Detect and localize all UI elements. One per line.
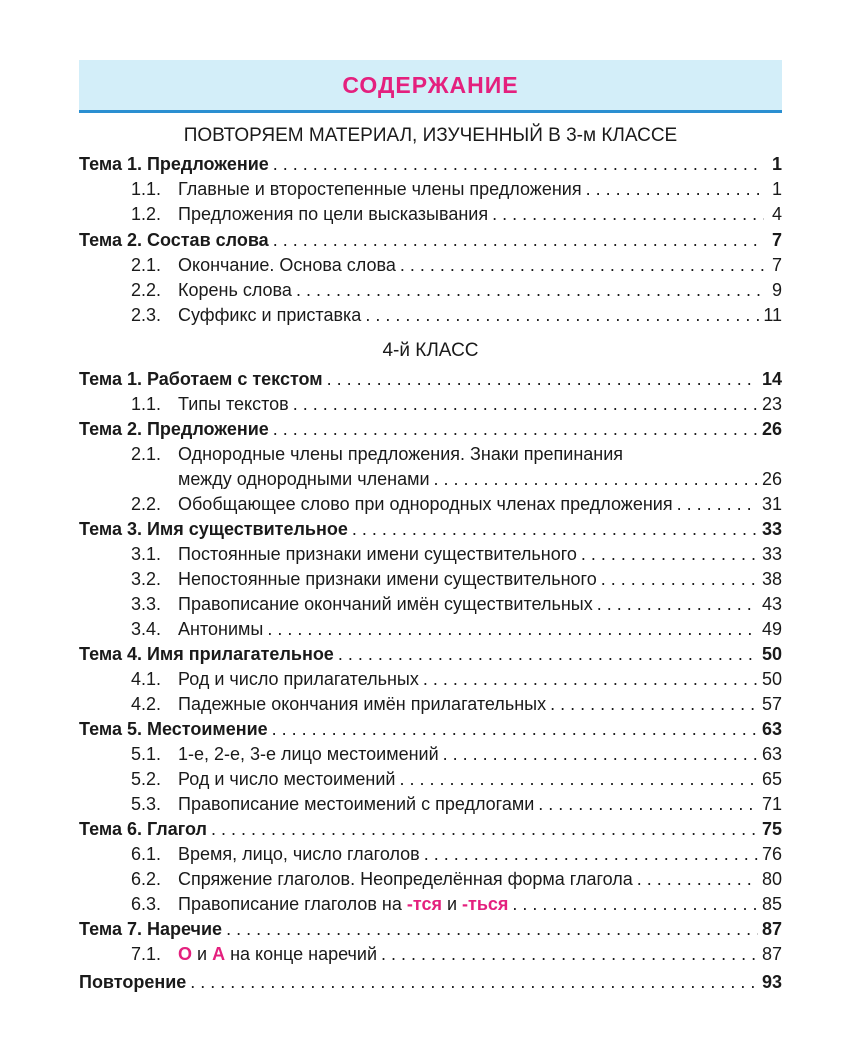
page-number: 85 [761,894,782,914]
toc-topic[interactable]: Тема 1. Предложение . . . 1 [79,152,782,177]
toc-subentry[interactable]: 3.2. Непостоянные признаки имени существительного . . . 38 [79,567,782,592]
page-number: 33 [761,519,782,539]
entry-number: 2.1. [131,255,162,275]
entry-number: 2.2. [131,280,162,300]
toc-topic[interactable]: Тема 3. Имя существительное . . . 33 [79,517,782,542]
toc-subentry[interactable]: 5.3. Правописание местоимений с предлогами . . . 71 [79,792,782,817]
page-number: 11 [763,305,782,325]
entry-number: 3.4. [131,619,162,639]
page-number: 75 [761,819,782,839]
contents-banner [79,60,782,113]
entry-number: 7.1. [131,944,162,964]
toc-topic[interactable]: Тема 1. Работаем с текстом . . . 14 [79,367,782,392]
toc-subentry[interactable]: 6.3. Правописание глаголов на -тся и -ться . . . 85 [79,892,782,917]
entry-number: 5.1. [131,744,162,764]
toc-subentry[interactable]: между однородными членами . . . 26 [79,467,782,492]
entry-number: 1.1. [131,179,162,199]
toc-subentry[interactable]: 1.1. Главные и второстепенные члены предложения . . . 1 [79,177,782,202]
page-number: 50 [761,644,782,664]
toc-subentry-first-line[interactable]: 2.1. Однородные члены предложения. Знаки препинания [131,442,782,467]
entry-number: 3.2. [131,569,162,589]
entry-number: 5.3. [131,794,162,814]
toc-subentry[interactable]: 2.2. Обобщающее слово при однородных членах предложения . . . 31 [79,492,782,517]
page-number: 65 [761,769,782,789]
toc-subentry[interactable]: 1.1. Типы текстов . . . 23 [79,392,782,417]
page-number: 93 [761,972,782,992]
toc-subentry[interactable]: 6.2. Спряжение глаголов. Неопределённая форма глагола . . . 80 [79,867,782,892]
page-number: 14 [761,369,782,389]
page-number: 63 [761,719,782,739]
section-heading-grade4: 4-й КЛАСС [382,340,479,361]
toc-subentry[interactable]: 3.3. Правописание окончаний имён существительных . . . 43 [79,592,782,617]
entry-number: 5.2. [131,769,162,789]
page-number: 7 [771,255,782,275]
page-number: 7 [771,230,782,250]
page-number: 31 [761,494,782,514]
entry-number: 4.2. [131,694,162,714]
toc-topic[interactable]: Тема 5. Местоимение . . . 63 [79,717,782,742]
section-heading-grade3: ПОВТОРЯЕМ МАТЕРИАЛ, ИЗУЧЕННЫЙ В 3-м КЛАССЕ [183,125,678,146]
page-number: 80 [761,869,782,889]
entry-number: 6.3. [131,894,162,914]
toc-subentry[interactable]: 2.3. Суффикс и приставка . . . 11 [79,303,782,328]
page-number: 26 [761,419,782,439]
toc-subentry[interactable]: 1.2. Предложения по цели высказывания . . . 4 [79,202,782,227]
toc-subentry[interactable]: 4.1. Род и число прилагательных . . . 50 [79,667,782,692]
page-number: 87 [761,944,782,964]
entry-number: 3.1. [131,544,162,564]
toc-subentry[interactable]: 2.1. Окончание. Основа слова . . . 7 [79,253,782,278]
page-number: 57 [761,694,782,714]
toc-topic[interactable]: Тема 2. Состав слова . . . 7 [79,228,782,253]
page-number: 4 [771,204,782,224]
entry-number: 6.1. [131,844,162,864]
entry-number: 4.1. [131,669,162,689]
entry-number: 1.2. [131,204,162,224]
page-number: 49 [761,619,782,639]
toc-subentry[interactable]: 5.2. Род и число местоимений . . . 65 [79,767,782,792]
page-number: 33 [761,544,782,564]
toc-subentry[interactable]: 3.1. Постоянные признаки имени существительного . . . 33 [79,542,782,567]
page-number: 76 [761,844,782,864]
toc-subentry[interactable]: 2.2. Корень слова . . . 9 [79,278,782,303]
toc-topic[interactable]: Тема 4. Имя прилагательное . . . 50 [79,642,782,667]
toc-topic[interactable]: Тема 6. Глагол . . . 75 [79,817,782,842]
toc-subentry[interactable]: 5.1. 1-е, 2-е, 3-е лицо местоимений . . . 63 [79,742,782,767]
page-number: 26 [761,469,782,489]
entry-number: 2.3. [131,305,162,325]
page-number: 23 [761,394,782,414]
page-number: 38 [761,569,782,589]
page-number: 1 [771,179,782,199]
entry-number: 2.2. [131,494,162,514]
page-number: 1 [771,154,782,174]
page-number: 71 [761,794,782,814]
page-title: СОДЕРЖАНИЕ [342,71,519,98]
entry-number: 1.1. [131,394,162,414]
page-number: 87 [761,919,782,939]
page-number: 9 [771,280,782,300]
page-number: 43 [761,594,782,614]
toc-subentry[interactable]: 6.1. Время, лицо, число глаголов . . . 76 [79,842,782,867]
entry-number: 3.3. [131,594,162,614]
toc-topic[interactable]: Повторение . . . 93 [79,970,782,995]
entry-number: 2.1. [131,444,162,464]
entry-number: 6.2. [131,869,162,889]
toc-subentry[interactable]: 7.1. О и А на конце наречий . . . 87 [79,942,782,967]
toc-subentry[interactable]: 4.2. Падежные окончания имён прилагательных . . . 57 [79,692,782,717]
toc-topic[interactable]: Тема 7. Наречие . . . 87 [79,917,782,942]
page-number: 50 [761,669,782,689]
page-number: 63 [761,744,782,764]
toc-topic[interactable]: Тема 2. Предложение . . . 26 [79,417,782,442]
toc-subentry[interactable]: 3.4. Антонимы . . . 49 [79,617,782,642]
